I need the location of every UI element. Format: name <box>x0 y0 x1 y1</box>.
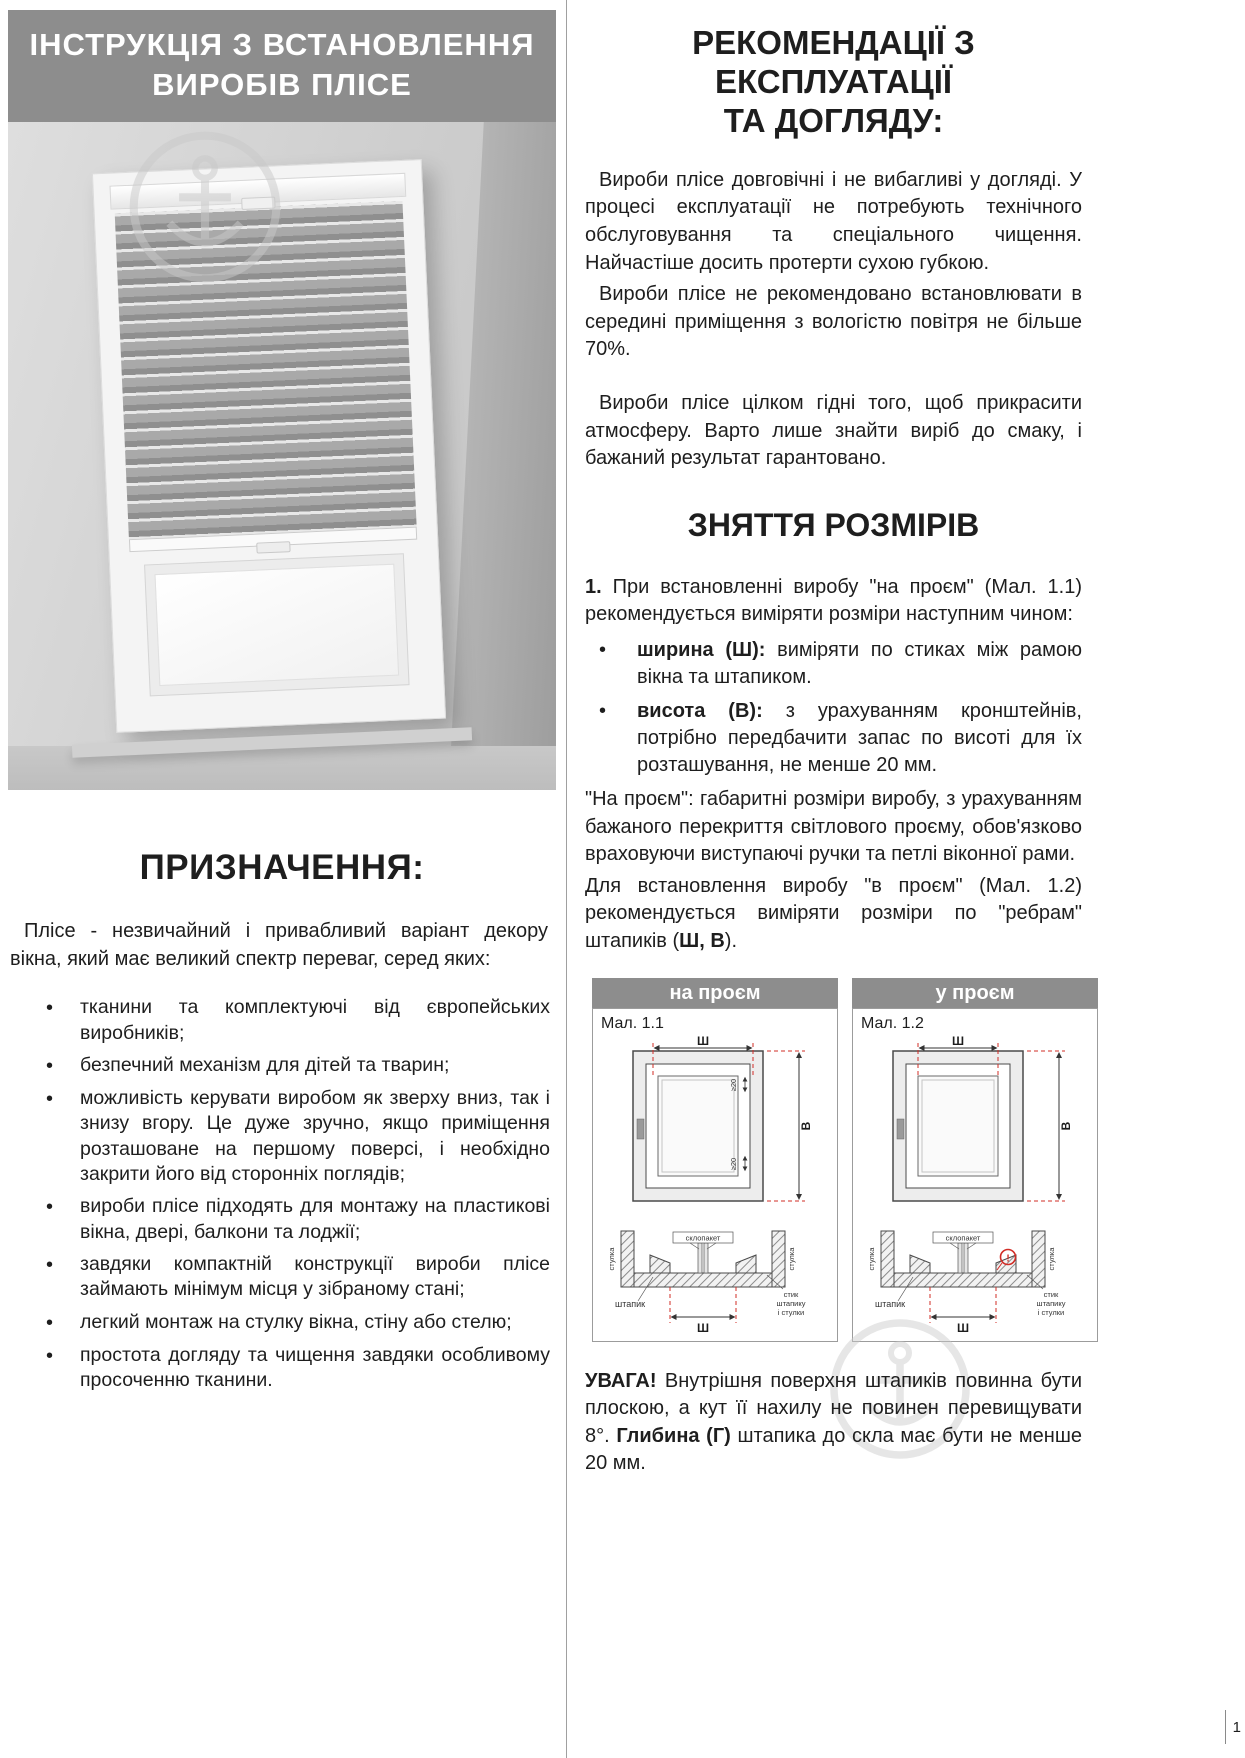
bullet-marker: • <box>46 997 54 1020</box>
purpose-item <box>8 1086 556 1187</box>
bullet-marker: • <box>46 1054 54 1077</box>
measure-list <box>585 637 1098 779</box>
step-text: При встановленні виробу "на проєм" (Мал. 1.1) рекомендується виміряти розміри наступним чином: <box>585 575 1082 626</box>
v-proem-dims: Ш, В <box>679 929 725 952</box>
care-paragraph: Вироби плісе цілком гідні того, щоб прикрасити атмосферу. Варто лише знайти виріб до смаку, і бажаний результат гарантовано. <box>585 391 1082 470</box>
label-joint: стик <box>1043 1289 1059 1299</box>
care-heading-line1: РЕКОМЕНДАЦІЇ З ЕКСПЛУАТАЦІЇ <box>692 24 975 100</box>
left-column <box>8 10 556 1400</box>
v-proem-suffix: ). <box>724 929 738 952</box>
diagrams <box>592 978 1098 1342</box>
purpose-item <box>8 1053 556 1079</box>
label-width: Ш <box>696 1320 710 1335</box>
wall-shade <box>447 122 556 790</box>
bullet-marker: • <box>46 1253 54 1276</box>
purpose-item-text: тканини та комплектуючі від європейських виробників; <box>80 996 550 1044</box>
page-number-divider <box>1225 1710 1226 1744</box>
purpose-item-text: легкий монтаж на стулку вікна, стіну або стелю; <box>80 1310 512 1333</box>
measure-step1 <box>585 574 1098 629</box>
purpose-heading: ПРИЗНАЧЕННЯ: <box>139 848 425 887</box>
bullet-marker: • <box>46 1311 54 1334</box>
purpose-item-text: простота догляду та чищення завдяки особливому просоченню тканини. <box>80 1343 550 1391</box>
purpose-item <box>8 1194 556 1245</box>
bullet-marker: • <box>599 638 607 661</box>
purpose-intro: Плісе - незвичайний і привабливий варіант декору вікна, який має великий спектр переваг, серед яких: <box>10 920 548 970</box>
window-measure-diagram <box>853 1035 1097 1335</box>
banner-line-1: ІНСТРУКЦІЯ З ВСТАНОВЛЕННЯ <box>29 27 535 62</box>
label-shtapik: штапик <box>875 1298 906 1309</box>
label-width: Ш <box>696 1034 710 1048</box>
purpose-item-text: завдяки компактній конструкції вироби плісе займають мінімум місця у зібраному стані; <box>80 1252 550 1301</box>
diagram-panel-u-proem <box>852 978 1098 1342</box>
purpose-item-text: вироби плісе підходять для монтажу на пластикові вікна, двері, балкони та лоджії; <box>80 1195 550 1243</box>
column-divider <box>566 0 567 1758</box>
care-paragraph: Вироби плісе довговічні і не вибагливі у догляді. У процесі експлуатації не потребують технічного обслуговування та спеціального чищення. Найчастіше досить протерти сухою губкою. <box>585 168 1082 274</box>
label-width: Ш <box>951 1034 965 1048</box>
label-stulka: стулка <box>607 1247 616 1270</box>
measure-desc: з урахуванням кронштейнів, потрібно передбачити запас по висоті для їх розташування, не менше 20 мм. <box>637 699 1082 776</box>
label-height: В <box>799 1121 813 1130</box>
step-number: 1. <box>585 575 602 598</box>
purpose-item <box>8 1310 556 1336</box>
diagram-caption: Мал. 1.2 <box>861 1014 924 1032</box>
window-glass-pane <box>154 564 399 686</box>
label-joint: штапику <box>1036 1298 1066 1308</box>
purpose-item <box>8 995 556 1046</box>
label-min20: ≥20 <box>729 1078 738 1091</box>
product-photo <box>8 122 556 790</box>
care-heading <box>585 24 1098 141</box>
watermark-logo <box>124 126 286 288</box>
care-paragraph: Вироби плісе не рекомендовано встановлювати в середині приміщення з вологістю повітря не більше 70%. <box>585 283 1082 361</box>
measure-desc: виміряти по стиках між рамою вікна та штапиком. <box>637 638 1082 688</box>
purpose-item <box>8 1343 556 1394</box>
right-column <box>585 24 1098 1478</box>
bullet-marker: • <box>46 1196 54 1219</box>
window-measure-diagram <box>593 1035 837 1335</box>
purpose-list <box>8 995 556 1393</box>
window-glass <box>144 553 410 696</box>
warning-bold: Глибина (Г) <box>616 1424 731 1447</box>
label-sklopaket: склопакет <box>685 1233 721 1242</box>
diagram-header: у проєм <box>852 978 1098 1008</box>
bullet-marker: • <box>46 1344 54 1367</box>
warning-text-1: Внутрішня поверхня штапиків повинна бути плоскою, а кут її нахилу не повинен перевищувати 8°. <box>585 1369 1082 1447</box>
measure-item-text <box>637 698 1098 779</box>
measure-item-text <box>637 637 1098 691</box>
label-min20: ≥20 <box>729 1157 738 1170</box>
purpose-item-text: можливість керувати виробом як зверху вниз, так і знизу вгору. Це дуже зручно, якщо приміщення розташоване на першому поверсі, і необхідно закрити його від сторонніх поглядів; <box>80 1086 550 1185</box>
label-height: В <box>1059 1121 1073 1130</box>
label-shtapik: штапик <box>615 1298 646 1309</box>
measure-item <box>585 637 1098 691</box>
v-proem-paragraph <box>585 873 1098 956</box>
label-sklopaket: склопакет <box>945 1233 981 1242</box>
diagram-body <box>592 1008 838 1342</box>
label-stulka: стулка <box>1047 1247 1056 1270</box>
title-banner <box>8 10 556 122</box>
warning-text-2: штапика до скла має бути не менше 20 мм. <box>585 1424 1082 1475</box>
warning-paragraph <box>585 1368 1098 1478</box>
v-proem-prefix: Для встановлення виробу "в проєм" (Мал. 1.2) рекомендується виміряти розміри по "ребрам" штапиків ( <box>585 874 1082 952</box>
blind-bottom-handle <box>256 541 290 553</box>
diagram-header: на проєм <box>592 978 838 1008</box>
measure-term: ширина (Ш): <box>637 638 766 661</box>
warning-exclamation-icon: ! <box>1006 1253 1010 1264</box>
diagram-panel-na-proem <box>592 978 838 1342</box>
banner-line-2: ВИРОБІВ ПЛІСЕ <box>152 66 412 102</box>
bullet-marker: • <box>46 1087 54 1110</box>
label-joint: штапику <box>776 1298 806 1308</box>
measure-item <box>585 698 1098 779</box>
warning-label: УВАГА! <box>585 1369 657 1392</box>
purpose-item-text: безпечний механізм для дітей та тварин; <box>80 1053 450 1076</box>
bullet-marker: • <box>599 699 607 722</box>
measure-heading: ЗНЯТТЯ РОЗМІРІВ <box>687 506 980 543</box>
care-heading-line2: ТА ДОГЛЯДУ: <box>723 101 944 139</box>
diagram-caption: Мал. 1.1 <box>601 1014 664 1032</box>
label-stulka: стулка <box>787 1247 796 1270</box>
page-number <box>1225 1710 1241 1744</box>
diagram-body <box>852 1008 1098 1342</box>
page-number-value: 1 <box>1232 1718 1241 1736</box>
label-joint: стик <box>783 1289 799 1299</box>
label-stulka: стулка <box>867 1247 876 1270</box>
purpose-item <box>8 1252 556 1303</box>
measure-term: висота (В): <box>637 699 763 722</box>
na-proem-paragraph: "На проєм": габаритні розміри виробу, з урахуванням бажаного перекриття світлового проєму, обов'язково враховуючи виступаючі ручки та петлі віконної рами. <box>585 787 1082 866</box>
label-joint: і стулки <box>1037 1307 1065 1317</box>
label-width: Ш <box>956 1320 970 1335</box>
label-joint: і стулки <box>777 1307 805 1317</box>
